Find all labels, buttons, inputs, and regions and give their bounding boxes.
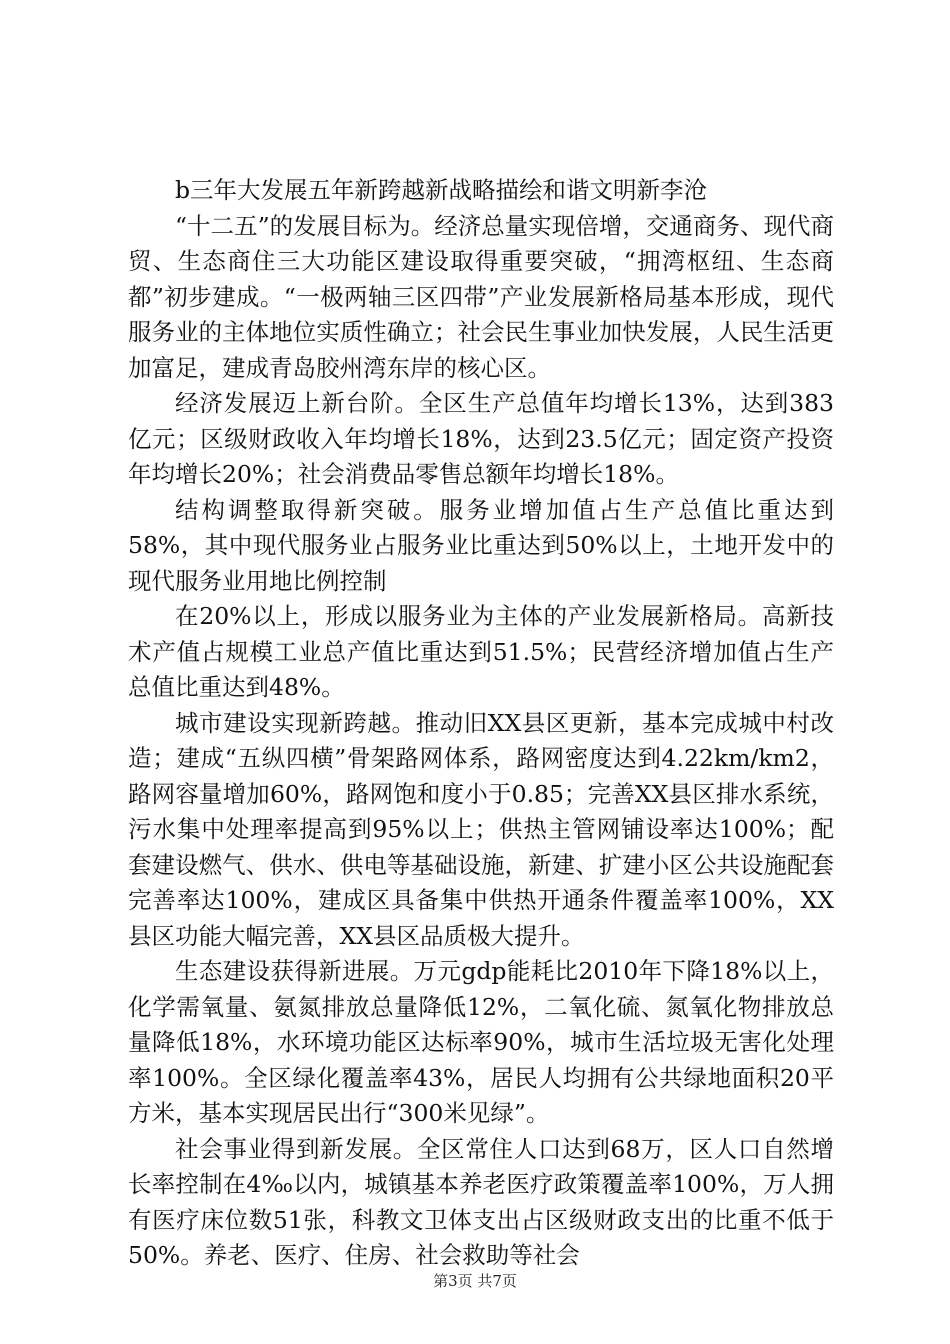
- document-body: [128, 173, 834, 1274]
- paragraph-structure-continued: 在20%以上，形成以服务业为主体的产业发展新格局。高新技术产值占规模工业总产值比重达到51.5%；民营经济增加值占生产总值比重达到48%。: [128, 602, 834, 701]
- paragraph-economy: 经济发展迈上新台阶。全区生产总值年均增长13%，达到383亿元；区级财政收入年均增长18%，达到23.5亿元；固定资产投资年均增长20%；社会消费品零售总额年均增长18%。: [128, 389, 834, 488]
- paragraph-social-affairs: 社会事业得到新发展。全区常住人口达到68万，区人口自然增长率控制在4‰以内，城镇基本养老医疗政策覆盖率100%，万人拥有医疗床位数51张，科教文卫体支出占区级财政支出的比重不低于50%。养老、医疗、住房、社会救助等社会: [128, 1134, 834, 1269]
- paragraph-goals: “十二五”的发展目标为。经济总量实现倍增，交通商务、现代商贸、生态商住三大功能区建设取得重要突破，“拥湾枢纽、生态商都”初步建成。“一极两轴三区四带”产业发展新格局基本形成，现代服务业的主体地位实质性确立；社会民生事业加快发展，人民生活更加富足，建成青岛胶州湾东岸的核心区。: [128, 211, 834, 382]
- paragraph-structure: 结构调整取得新突破。服务业增加值占生产总值比重达到58%，其中现代服务业占服务业比重达到50%以上，土地开发中的现代服务业用地比例控制: [128, 495, 834, 595]
- paragraph-urban-construction: 城市建设实现新跨越。推动旧XX县区更新，基本完成城中村改造；建成“五纵四横”骨架路网体系，路网密度达到4.22km/km2，路网容量增加60%，路网饱和度小于0.85；完善XX县区排水系统，污水集中处理率提高到95%以上；供热主管网铺设率达100%；配套建设燃气、供水、供电等基础设施，新建、扩建小区公共设施配套完善率达100%，建成区具备集中供热开通条件覆盖率100%，XX县区功能大幅完善，XX县区品质极大提升。: [128, 708, 834, 950]
- page-number-footer: 第3页 共7页: [433, 1272, 517, 1290]
- paragraph-ecology: 生态建设获得新进展。万元gdp能耗比2010年下降18%以上，化学需氧量、氨氮排放总量降低12%，二氧化硫、氮氧化物排放总量降低18%，水环境功能区达标率90%，城市生活垃圾无害化处理率100%。全区绿化覆盖率43%，居民人均拥有公共绿地面积20平方米，基本实现居民出行“300米见绿”。: [128, 957, 834, 1127]
- document-title: b三年大发展五年新跨越新战略描绘和谐文明新李沧: [175, 176, 708, 204]
